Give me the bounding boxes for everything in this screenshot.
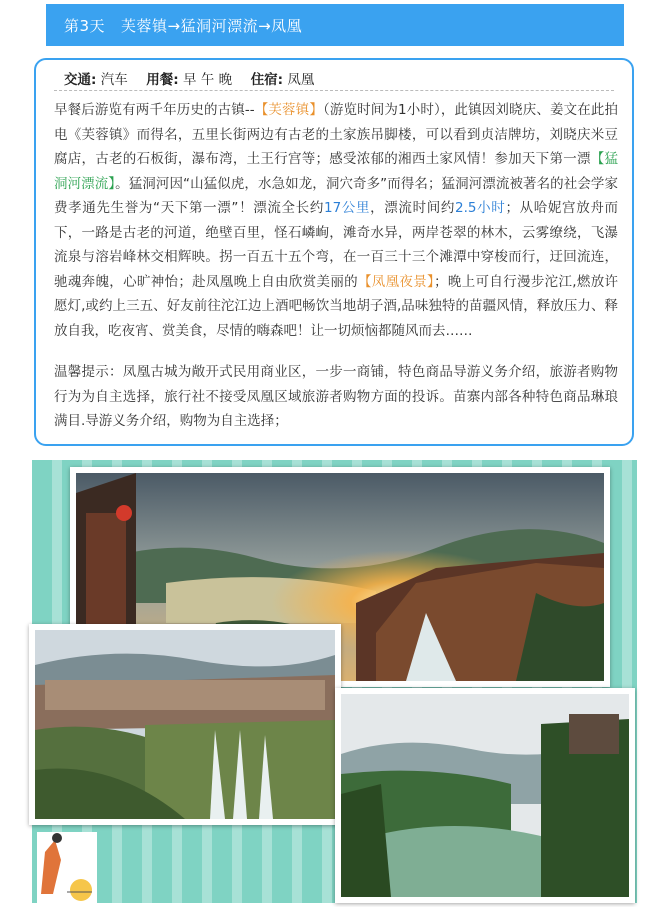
divider [54,90,614,91]
lodging-label: 住宿: [250,72,284,88]
itinerary-paragraph: 早餐后游览有两千年历史的古镇--【芙蓉镇】（游览时间为1小时），此镇因刘晓庆、姜文在此拍电《芙蓉镇》而得名，五里长街两边有古老的土家族吊脚楼，可以看到贞洁牌坊，刘晓庆米豆腐店，古老的石板街，瀑布湾，土王行宫等；感受浓郁的湘西土家风情！参加天下第一漂【猛洞河漂流】。猛洞河因“山猛似虎，水急如龙，洞穴奇多”而得名；猛洞河漂流被著名的社会学家费孝通先生誉为“天下第一漂”！漂流全长约17公里，漂流时间约2.5小时；从哈妮宫放舟而下，一路是古老的河道，绝壁百里，怪石嶙峋，滩奇水异，两岸苍翠的林木，云雾缭绕，飞瀑流泉与溶岩峰林交相辉映。拐一百五十五个弯，在一百三十三个滩潭中穿梭而行，迂回流连，驰魂奔魄，心旷神怡；赴凤凰晚上自由欣赏美丽的【凤凰夜景】；晚上可自行漫步沱江,燃放许愿灯,或约上三五、好友前往沱江边上酒吧畅饮当地胡子酒,品味独特的苗疆风情，释放压力、释放自我，吃夜宵、赏美食，尽情的嗨森吧！让一切烦恼都随风而去…… [54,102,619,339]
transport-label: 交通: [64,72,97,88]
transport-value: 汽车 [100,72,128,88]
meals-label: 用餐: [146,72,179,88]
highlight-furong-town: 【芙蓉镇】 [254,102,323,118]
day-label: 第3天 [64,16,106,35]
tip-paragraph: 温馨提示：凤凰古城为敞开式民用商业区，一步一商铺，特色商品导游义务介绍，旅游者购物行为为自主选择，旅行社不接受凤凰区域旅游者购物方面的投诉。苗寨内部各种特色商品琳琅满目.导游义务介绍，购物为自主选择； [54,364,618,429]
cartoon-sticker [37,832,97,903]
rafting-duration: 2.5小时 [455,200,506,216]
photo-river-gorge [335,688,635,903]
itinerary-card [34,58,634,446]
day-route: 芙蓉镇→猛洞河漂流→凤凰 [121,16,303,35]
highlight-rafting: 【猛洞河漂流】 [54,151,619,192]
highlight-night-view: 【凤凰夜景】 [357,273,435,290]
rafting-distance: 17公里 [323,200,371,216]
lodging-value: 凤凰 [287,72,315,88]
meals-value: 早 午 晚 [183,72,233,88]
day-header [46,4,624,46]
meta-line [64,68,314,88]
photo-waterfall-town [29,624,341,825]
